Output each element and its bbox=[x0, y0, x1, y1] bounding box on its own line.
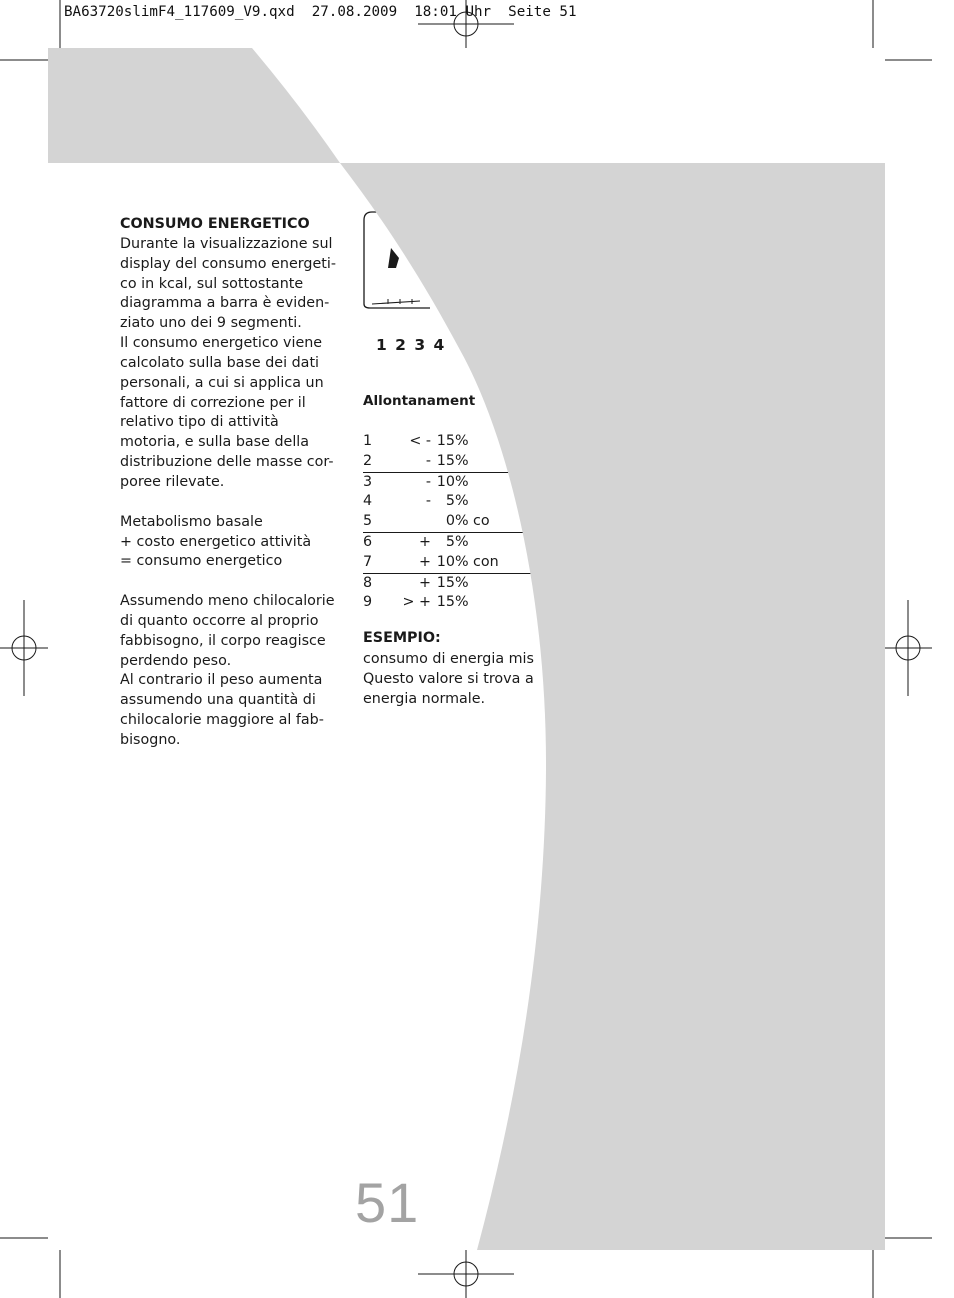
text-line: fattore di correzione per il bbox=[120, 394, 306, 411]
cell-value: 0 bbox=[431, 512, 455, 532]
cell-n: 1 bbox=[363, 433, 373, 449]
text-line: Al contrario il peso aumenta bbox=[120, 672, 323, 689]
text-line: Il consumo energetico viene bbox=[120, 335, 323, 352]
cell-pct: % bbox=[455, 512, 473, 532]
cell-n: 8 bbox=[363, 574, 373, 591]
cell-sign: - bbox=[425, 473, 431, 490]
cell-sign: + bbox=[383, 553, 431, 573]
cell-n: 9 bbox=[363, 594, 373, 611]
cell-value: 15 bbox=[436, 433, 455, 449]
formula-line: + costo energetico attività bbox=[120, 533, 312, 550]
cell-pct: % bbox=[455, 473, 469, 490]
example-line: consumo di energia mis bbox=[363, 651, 534, 667]
page-number: 51 bbox=[355, 1171, 420, 1234]
text-line: motoria, e sulla base della bbox=[120, 434, 310, 451]
text-line: calcolato sulla base dei dati bbox=[120, 354, 320, 371]
text-line: display del consumo energeti- bbox=[120, 255, 336, 272]
text-line: Assumendo meno chilocalorie bbox=[120, 593, 335, 610]
cell-n: 2 bbox=[363, 452, 383, 472]
cell-pct: % bbox=[455, 553, 473, 573]
cell-pct: % bbox=[455, 452, 473, 472]
text-line: Durante la visualizzazione sul bbox=[120, 235, 333, 252]
cell-sign: < - bbox=[409, 433, 431, 449]
cell-n: 5 bbox=[363, 512, 383, 532]
cell-value: 15 bbox=[436, 594, 455, 611]
text-line: assumendo una quantità di bbox=[120, 692, 316, 709]
text-line: co in kcal, sul sottostante bbox=[120, 275, 304, 292]
cell-sign: + bbox=[419, 574, 431, 591]
text-line: relativo tipo di attività bbox=[120, 414, 279, 431]
cell-sign: - bbox=[425, 493, 431, 510]
cell-pct: % bbox=[455, 594, 469, 611]
text-line: poree rilevate. bbox=[120, 473, 225, 490]
text-line: ziato uno dei 9 segmenti. bbox=[120, 315, 302, 332]
example-heading: ESEMPIO: bbox=[363, 630, 441, 646]
text-line: personali, a cui si applica un bbox=[120, 374, 324, 391]
example-line: energia normale. bbox=[363, 690, 486, 707]
text-line: chilocalorie maggiore al fab- bbox=[120, 712, 324, 729]
cell-value: 10 bbox=[436, 473, 455, 490]
section-title-consumo: CONSUMO ENERGETICO bbox=[120, 216, 310, 232]
cell-comment: co bbox=[473, 512, 593, 532]
formula-line: = consumo energetico bbox=[120, 553, 283, 570]
cell-sign: > + bbox=[402, 594, 431, 611]
cell-value: 5 bbox=[445, 493, 455, 510]
text-line: diagramma a barra è eviden- bbox=[120, 295, 330, 312]
text-line: perdendo peso. bbox=[120, 652, 232, 669]
print-header: BA63720slimF4_117609_V9.qxd 27.08.2009 18:01 Uhr Seite 51 bbox=[64, 4, 577, 20]
cell-pct: % bbox=[455, 493, 469, 510]
cell-value: 15 bbox=[436, 574, 455, 591]
cell-value: 10 bbox=[431, 553, 455, 573]
cell-value: 15 bbox=[431, 452, 455, 472]
text-line: distribuzione delle masse cor- bbox=[120, 454, 334, 471]
cell-sign: + bbox=[419, 533, 431, 550]
cell-value: 5 bbox=[445, 533, 455, 550]
example-line: Questo valore si trova a bbox=[363, 670, 534, 687]
text-line: di quanto occorre al proprio bbox=[120, 612, 319, 629]
deviation-heading: Allontanament bbox=[363, 393, 476, 409]
cell-comment: con bbox=[473, 553, 593, 573]
cell-n: 4 bbox=[363, 493, 373, 510]
cell-pct: % bbox=[455, 433, 469, 449]
cell-n: 3 bbox=[363, 473, 373, 490]
text-line: bisogno. bbox=[120, 731, 181, 748]
segment-numbers: 1 2 3 4 bbox=[376, 336, 445, 354]
cell-pct: % bbox=[455, 574, 469, 591]
cell-n: 7 bbox=[363, 553, 383, 573]
cell-n: 6 bbox=[363, 533, 373, 550]
cell-sign: - bbox=[383, 452, 431, 472]
text-line: fabbisogno, il corpo reagisce bbox=[120, 632, 326, 649]
cell-pct: % bbox=[455, 533, 469, 550]
formula-line: Metabolismo basale bbox=[120, 513, 263, 530]
